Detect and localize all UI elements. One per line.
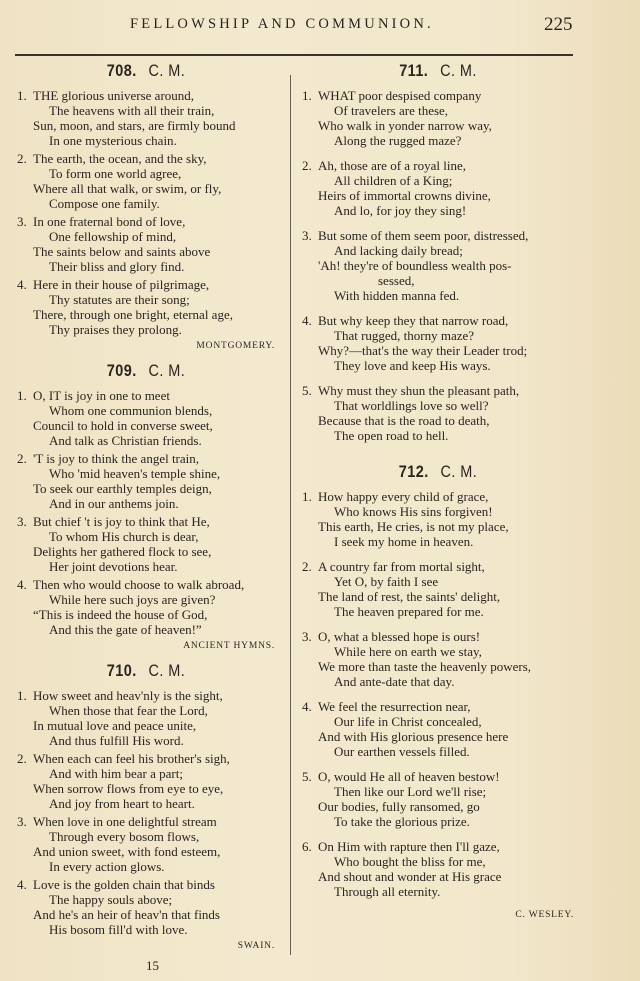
verse-number: 2. <box>302 158 312 173</box>
hymn-attribution: SWAIN. <box>237 941 275 951</box>
verse-line: And union sweet, with fond esteem, <box>33 844 221 859</box>
verse <box>17 577 275 637</box>
verse-line: The heavens with all their train, <box>49 103 215 118</box>
verse-line: Delights her gathered flock to see, <box>33 544 212 559</box>
verse-line: Sun, moon, and stars, are firmly bound <box>33 118 236 133</box>
verse-line: O, would He all of heaven bestow! <box>318 769 500 784</box>
header-rule <box>15 54 573 56</box>
verse-line: Who 'mid heaven's temple shine, <box>49 466 221 481</box>
hymn-number: 711. <box>399 61 429 80</box>
hymn-attribution: C. WESLEY. <box>515 910 574 920</box>
verse-line: Who knows His sins forgiven! <box>334 504 493 519</box>
verse-line: Thy praises they prolong. <box>49 322 182 337</box>
verse-line: To seek our earthly temples deign, <box>33 481 212 496</box>
verse-line: One fellowship of mind, <box>49 229 177 244</box>
verse-line: Where all that walk, or swim, or fly, <box>33 181 222 196</box>
verse <box>17 877 275 937</box>
verse-line: Their bliss and glory find. <box>49 259 185 274</box>
verse <box>17 751 275 811</box>
right-column <box>302 60 574 929</box>
verse-line: Because that is the road to death, <box>318 413 490 428</box>
verse-line: While here on earth we stay, <box>334 644 482 659</box>
page-number: 225 <box>544 14 573 35</box>
verse-line: How happy every child of grace, <box>318 489 489 504</box>
verse-number: 3. <box>17 214 27 229</box>
verse-line: Then who would choose to walk abroad, <box>33 577 245 592</box>
verse-line: We more than taste the heavenly powers, <box>318 659 532 674</box>
verse-number: 5. <box>302 383 312 398</box>
verse <box>302 383 574 443</box>
hymn-meter: C. M. <box>148 361 186 380</box>
verse-line: Heirs of immortal crowns divine, <box>318 188 491 203</box>
verse-number: 3. <box>17 514 27 529</box>
verse <box>302 158 574 218</box>
verse <box>17 388 275 448</box>
verse-line: Compose one family. <box>49 196 160 211</box>
verse-line: In one mysterious chain. <box>49 133 177 148</box>
verse-line: The heaven prepared for me. <box>334 604 484 619</box>
verse-number: 1. <box>302 88 312 103</box>
hymn-title <box>36 660 255 682</box>
verse-line: Why?—that's the way their Leader trod; <box>318 343 528 358</box>
verse <box>17 214 275 274</box>
verse-line: Why must they shun the pleasant path, <box>318 383 520 398</box>
verse-line: But some of them seem poor, distressed, <box>318 228 529 243</box>
verse-line: O, IT is joy in one to meet <box>33 388 170 403</box>
verse-number: 4. <box>17 577 27 592</box>
verse-line: Our bodies, fully ransomed, go <box>318 799 480 814</box>
verse <box>17 277 275 337</box>
verse-number: 5. <box>302 769 312 784</box>
verse-line: Ah, those are of a royal line, <box>318 158 467 173</box>
verse-number: 3. <box>302 228 312 243</box>
verse <box>302 769 574 829</box>
verse-line: Here in their house of pilgrimage, <box>33 277 210 292</box>
verse-line: How sweet and heav'nly is the sight, <box>33 688 223 703</box>
verse-line: That rugged, thorny maze? <box>334 328 475 343</box>
verse-number: 4. <box>17 277 27 292</box>
verse-line: The saints below and saints above <box>33 244 211 259</box>
hymn-gap <box>302 453 574 461</box>
verse <box>302 629 574 689</box>
verse-line: To whom His church is dear, <box>49 529 199 544</box>
verse-line: Through every bosom flows, <box>49 829 200 844</box>
verse <box>17 151 275 211</box>
verse-number: 4. <box>17 877 27 892</box>
verse-line: When those that fear the Lord, <box>49 703 208 718</box>
hymn-title <box>322 60 553 82</box>
hymn-meter: C. M. <box>440 462 478 481</box>
verse-line: When each can feel his brother's sigh, <box>33 751 230 766</box>
verse <box>302 228 574 303</box>
verse-line: Thy statutes are their song; <box>49 292 190 307</box>
hymn-meter: C. M. <box>440 61 477 80</box>
verse-line: A country far from mortal sight, <box>318 559 485 574</box>
verse-line: sessed, <box>378 273 415 288</box>
hymn-number: 710. <box>106 661 137 680</box>
verse <box>302 839 574 899</box>
verse <box>17 514 275 574</box>
verse-number: 4. <box>302 313 312 328</box>
verse <box>302 559 574 619</box>
verse-line: Who walk in yonder narrow way, <box>318 118 492 133</box>
verse-line: And this the gate of heaven!” <box>49 622 202 637</box>
hymn <box>17 60 275 352</box>
verse-line: There, through one bright, eternal age, <box>33 307 233 322</box>
verse-number: 4. <box>302 699 312 714</box>
verse-number: 1. <box>17 88 27 103</box>
verse <box>302 699 574 759</box>
verse-line: In mutual love and peace unite, <box>33 718 197 733</box>
verse-line: That worldlings love so well? <box>334 398 489 413</box>
verse-line: All children of a King; <box>334 173 453 188</box>
verse <box>17 88 275 148</box>
hymn-number: 712. <box>398 462 429 481</box>
hymn-meter: C. M. <box>148 661 186 680</box>
hymn-attribution: MONTGOMERY. <box>196 341 275 351</box>
verse-line: Whom one communion blends, <box>49 403 213 418</box>
verse-line: WHAT poor despised company <box>318 88 482 103</box>
verse-line: And he's an heir of heav'n that finds <box>33 907 220 922</box>
hymn <box>302 461 574 921</box>
verse-number: 2. <box>302 559 312 574</box>
verse-line: Our life in Christ concealed, <box>334 714 482 729</box>
verse-line: Love is the golden chain that binds <box>33 877 215 892</box>
verse-number: 2. <box>17 151 27 166</box>
verse <box>302 88 574 148</box>
verse <box>302 313 574 373</box>
running-head: FELLOWSHIP AND COMMUNION. <box>130 16 434 32</box>
verse-line: Through all eternity. <box>334 884 441 899</box>
verse-line: And ante-date that day. <box>334 674 455 689</box>
verse-line: The open road to hell. <box>334 428 449 443</box>
verse-line: The happy souls above; <box>49 892 173 907</box>
verse-line: Then like our Lord we'll rise; <box>334 784 487 799</box>
verse-line: In every action glows. <box>49 859 165 874</box>
verse-line: To take the glorious prize. <box>334 814 470 829</box>
verse-line: And talk as Christian friends. <box>49 433 202 448</box>
verse-number: 1. <box>302 489 312 504</box>
verse-line: In one fraternal bond of love, <box>33 214 186 229</box>
verse-line: O, what a blessed hope is ours! <box>318 629 481 644</box>
verse-line: The land of rest, the saints' delight, <box>318 589 501 604</box>
verse-line: But chief 't is joy to think that He, <box>33 514 210 529</box>
verse-line: Our earthen vessels filled. <box>334 744 470 759</box>
hymn-number: 709. <box>106 361 137 380</box>
hymn <box>17 360 275 652</box>
verse-line: And thus fulfill His word. <box>49 733 184 748</box>
verse-line: While here such joys are given? <box>49 592 216 607</box>
verse-line: On Him with rapture then I'll gaze, <box>318 839 500 854</box>
hymn-number: 708. <box>106 61 137 80</box>
verse-line: The earth, the ocean, and the sky, <box>33 151 207 166</box>
verse-number: 1. <box>17 388 27 403</box>
verse-line: Yet O, by faith I see <box>334 574 439 589</box>
verse-line: This earth, He cries, is not my place, <box>318 519 509 534</box>
hymn <box>302 60 574 461</box>
left-column <box>17 60 275 960</box>
verse-line: To form one world agree, <box>49 166 182 181</box>
verse-line: And shout and wonder at His grace <box>318 869 502 884</box>
column-divider <box>290 75 291 955</box>
verse-line: His bosom fill'd with love. <box>49 922 188 937</box>
hymn-title <box>36 360 255 382</box>
verse-line: They love and keep His ways. <box>334 358 491 373</box>
verse-line: Who bought the bliss for me, <box>334 854 486 869</box>
verse-line: 'T is joy to think the angel train, <box>33 451 200 466</box>
verse-number: 1. <box>17 688 27 703</box>
verse-line: Her joint devotions hear. <box>49 559 178 574</box>
verse-line: Council to hold in converse sweet, <box>33 418 213 433</box>
verse-line: When sorrow flows from eye to eye, <box>33 781 224 796</box>
verse <box>17 814 275 874</box>
verse-line: And joy from heart to heart. <box>49 796 195 811</box>
hymn-attribution: ANCIENT HYMNS. <box>183 641 275 651</box>
verse-line: “This is indeed the house of God, <box>33 607 208 622</box>
verse-line: And lacking daily bread; <box>334 243 463 258</box>
verse <box>17 451 275 511</box>
hymn <box>17 660 275 952</box>
verse-line: And in our anthems join. <box>49 496 179 511</box>
verse-number: 6. <box>302 839 312 854</box>
verse-line: With hidden manna fed. <box>334 288 460 303</box>
verse-line: I seek my home in heaven. <box>334 534 474 549</box>
verse-line: And lo, for joy they sing! <box>334 203 467 218</box>
hymn-title <box>36 60 255 82</box>
verse-line: THE glorious universe around, <box>33 88 195 103</box>
verse-line: And with him bear a part; <box>49 766 183 781</box>
verse <box>302 489 574 549</box>
verse-number: 2. <box>17 451 27 466</box>
verse-line: But why keep they that narrow road, <box>318 313 509 328</box>
verse <box>17 688 275 748</box>
verse-number: 2. <box>17 751 27 766</box>
hymn-meter: C. M. <box>148 61 186 80</box>
verse-line: And with His glorious presence here <box>318 729 509 744</box>
signature-mark: 15 <box>146 958 159 973</box>
verse-number: 3. <box>302 629 312 644</box>
verse-line: 'Ah! they're of boundless wealth pos- <box>318 258 512 273</box>
verse-line: We feel the resurrection near, <box>318 699 471 714</box>
verse-line: When love in one delightful stream <box>33 814 217 829</box>
verse-line: Along the rugged maze? <box>334 133 462 148</box>
verse-line: Of travelers are these, <box>334 103 449 118</box>
verse-number: 3. <box>17 814 27 829</box>
hymn-title <box>322 461 553 483</box>
